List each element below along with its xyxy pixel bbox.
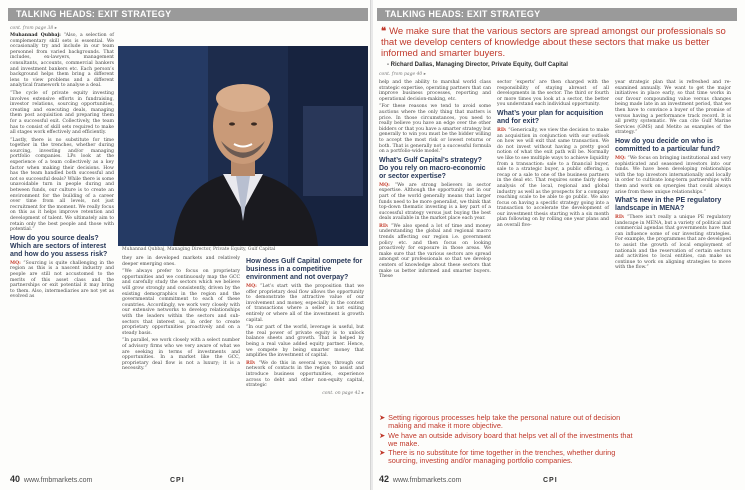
paragraph: “Lastly, there is no substitute for time together in the trenches, whether during sourcing, investing and/or managing portfolio companies. LPs look at the experience of a team collectively as a key factor when making their decisions. How has the team handled both successful and not so successful deals? While there is some unavoidable turn in people during and between funds, our culture is to create an environment for the building of a career over time from all levels, not just recruitment for the moment. We really focus on this as it helps improve retention and development of talent. We ultimately aim to retain only the best people and those with potential.” [10,137,114,233]
paragraph: RD: “There isn’t really a unique PE regulatory landscape in MENA, but a variety of political and commercial agendas that governments have that can influence some of our investing strategies. For example, the programmes that are developed to assist the growth of local employment of nationals and the reservation of certain sectors and activities to local entities, can make us continue to work on aligning strategies to move with the flow.” [615,215,731,271]
pull-quote [381,26,727,59]
right-page [373,0,745,490]
question-heading: What’s new in the PE regulatory landscape in MENA? [615,197,722,213]
site-url: www.fmbmarkets.com [23,477,93,484]
paragraph: “In parallel, we work closely with a select number of advisory firms who we very aware of what we are seeking in terms of investments and opportunities. In a market like the GCC, proprietary deal flow is not a luxury; it is a necessity.” [122,338,240,372]
paragraph: MQ: “We are strong believers in sector expertise. Although the opportunity set in our part of the world generally means that larger funds need to be more generalist, we think that top-down thematic investing is a key part of a successful strategy versus just buying the best deals available in the market place each year. [379,182,491,222]
paragraph: they are in developed markets and relatively deeper emerging ones. [122,256,240,267]
key-point: ➤ We have an outside advisory board that helps vet all of the investments that we make. [379,430,633,448]
section-header-bar [8,8,368,21]
paragraph: RD: “We do this in several ways; through our network of contacts in the region to assist and introduce business opportunities, experience across to debt and other non-equity capital, strategic [246,360,364,389]
cpi-logo: CPI [543,477,558,484]
section-header: TALKING HEADS: EXIT STRATEGY [385,9,541,19]
paragraph: MQ: “We focus on bringing institutional and very sophisticated and seasoned investors into our funds. We have been developing relationships with the top investors internationally and locally in order to cultivate long-term partnerships with them and work on synergies that could always arise from these unique relationships.” [615,155,731,195]
paragraph: MQ: “Let’s start with the proposition that we offer proprietary deal flow allows the opportunity to demonstrate the attractive value of our involvement and money, especially in the context of transactions where a seller is not exiting entirely or where all of the investment is growth capital. [246,284,364,323]
section-header-bar [377,8,737,21]
right-column-1 [379,80,491,282]
site-url: www.fmbmarkets.com [392,477,462,484]
left-column-3 [246,256,364,396]
right-column-3 [615,80,731,273]
paragraph: RD: “We also spend a lot of time and money understanding the global and regional macro trends affecting our region i.e. government policy etc. and then focus on looking proactively for exposure in those areas. We make sure that the various sectors are spread amongst our professionals so that we develop centers of knowledge about these sectors that make us better informed and smarter buyers. These [379,223,491,280]
paragraph: help and the ability to marshal world class strategic expertise, operating partners that can improve business processes, reporting and operational decision-making, etc. [379,80,491,102]
portrait-photo [118,46,368,246]
left-page [0,0,372,490]
paragraph: Muhannad Qubbaj: “Also, a selection of complementary skill sets is essential. We occasionally try and include in our team personnel from varied backgrounds. That includes, ex-lawyers, management consultants, accounts, commercial bankers and investment bankers etc. Each person’s background helps them bring a different lens to view problems and a different analytical framework to analyse a deal. [10,33,114,89]
question-heading: What’s your plan for acquisition and for exit? [497,109,604,125]
arrow-icon: ➤ [379,430,386,440]
arrow-icon: ➤ [379,448,386,458]
portrait-illustration [118,46,368,246]
key-point: ➤ There is no substitute for time together in the trenches, whether during sourcing, investing and/or managing portfolio companies. [379,448,616,466]
left-column-2 [122,256,240,374]
paragraph: “In our part of the world, leverage is useful, but the real power of private equity is to unlock balance sheets and growth. That is helped by being a real value added equity partner. Hence, we compete by being smarter money that amplifies the investment of capital. [246,325,364,359]
page-footer [379,474,461,484]
arrow-icon: ➤ [379,413,386,422]
continued-from-label: cont. from page 40 ▸ [379,72,426,77]
right-column-2 [497,80,609,231]
key-point: ➤ Setting rigorous processes help take the personal nature out of decision making and make it more objective. [379,413,621,431]
paragraph: sector ‘experts’ are then charged with the responsibility of staying abreast of all developments in the sector. The third or fourth or more times you look at a sector, the better you understand each individual opportunity. [497,80,609,108]
question-heading: How do you source deals? Which are sectors of interest and how do you assess risk? [10,234,108,258]
paragraph: “The cycle of private equity investing involves extensive efforts in fundraising, investor relations, sourcing opportunities, creating and executing deals, managing them post acquisition and preparing them for a successful exit. Collectively, the team has to consist of skill sets required to make all stages work effectively and efficiently. [10,90,114,136]
paragraph: “For these reasons we tend to avoid some auctions where the only thing that matters is price. In those circumstances, you need to really believe you have an edge over the other bidders or that you have a smarter strategy but generally to win you must be the bidder willing to accept the most risk or lowest returns or both. That is generally not a successful formula on a portfolio-wide model.” [379,104,491,155]
section-header: TALKING HEADS: EXIT STRATEGY [16,9,172,19]
page-number: 40 [10,474,21,484]
photo-caption: Muhannad Qubbaj, Managing Director, Private Equity, Gulf Capital [122,247,276,252]
question-heading: What’s Gulf Capital’s strategy? Do you rely on macro-economic or sector expertise? [379,156,486,180]
paragraph: RD: “Generically, we view the decision to make an acquisition in conjunction with our outlook on how we will exit that same transaction. We do not invest without having a pretty good notion of what the exit path will be. Normally we like to see multiple ways to achieve liquidity from a transaction: sale to a financial buyer, sale to a strategic buyer, a public offering, a recap or a sale to one of the business partners in the deal etc. That requires some fairly deep analysis of the local, regional and global industry as well as the prospects for a company reaching scale to be able to go public. We also focus on having a specific strategy going into a transaction to accelerate the development of our investment thesis starting with a six month plan following on by rolling one year plans and an overall five- [497,127,609,229]
paragraph: year strategic plan that is refreshed and re-examined annually. We want to get the major initiatives in place early, so that time works in our favour compounding value versus changes being made late in an investment period, that we then have to convince a buyer of the promise of versus having a performance track record. It is all pretty systematic. We can cite Gulf Marine Services (GMS) and Metito as examples of the strategy.” [615,80,731,136]
pull-quote-text: We make sure that the various sectors are spread amongst our professionals so that we develop centers of knowledge about these sectors that make us better informed and smarter buyers. [381,26,726,59]
paragraph: MQ: “Sourcing is quite challenging in the region as this is a nascent industry and people are still not accustomed to the merits of this asset class and the partnerships or exit potential it may bring to them. Also, intermediaries are not yet as evolved as [10,260,114,300]
page-number: 42 [379,474,390,484]
continued-on-label: cont. on page 42 ▸ [322,390,364,396]
question-heading: How does Gulf Capital compete for business in a competitive environment and not overpay? [246,258,363,281]
pull-quote-attribution: - Richard Dallas, Managing Director, Private Equity, Gulf Capital [387,62,568,68]
page-footer [10,474,92,484]
cpi-logo: CPI [170,477,185,484]
continued-from-label: cont. from page 38 ▸ [10,26,57,31]
question-heading: How do you decide on who is committed to a particular fund? [615,137,721,153]
left-column-1 [10,33,114,302]
key-points [379,414,639,467]
paragraph: “We always prefer to focus on proprietary opportunities and we continuously map the GCC and carefully study the sectors which we believe will grow strongly and consistently, driven by the existing demographics in the region and the governmental commitment to each of these countries. Accordingly, we work very closely with our extensive networks to develop relationships with the leaders within the sectors and sub-sectors that interest us, in order to create proprietary opportunities proactively and on a steady basis. [122,269,240,336]
speaker-name: Muhannad Qubbaj: [10,33,61,38]
quote-icon: ❝ [381,26,387,37]
